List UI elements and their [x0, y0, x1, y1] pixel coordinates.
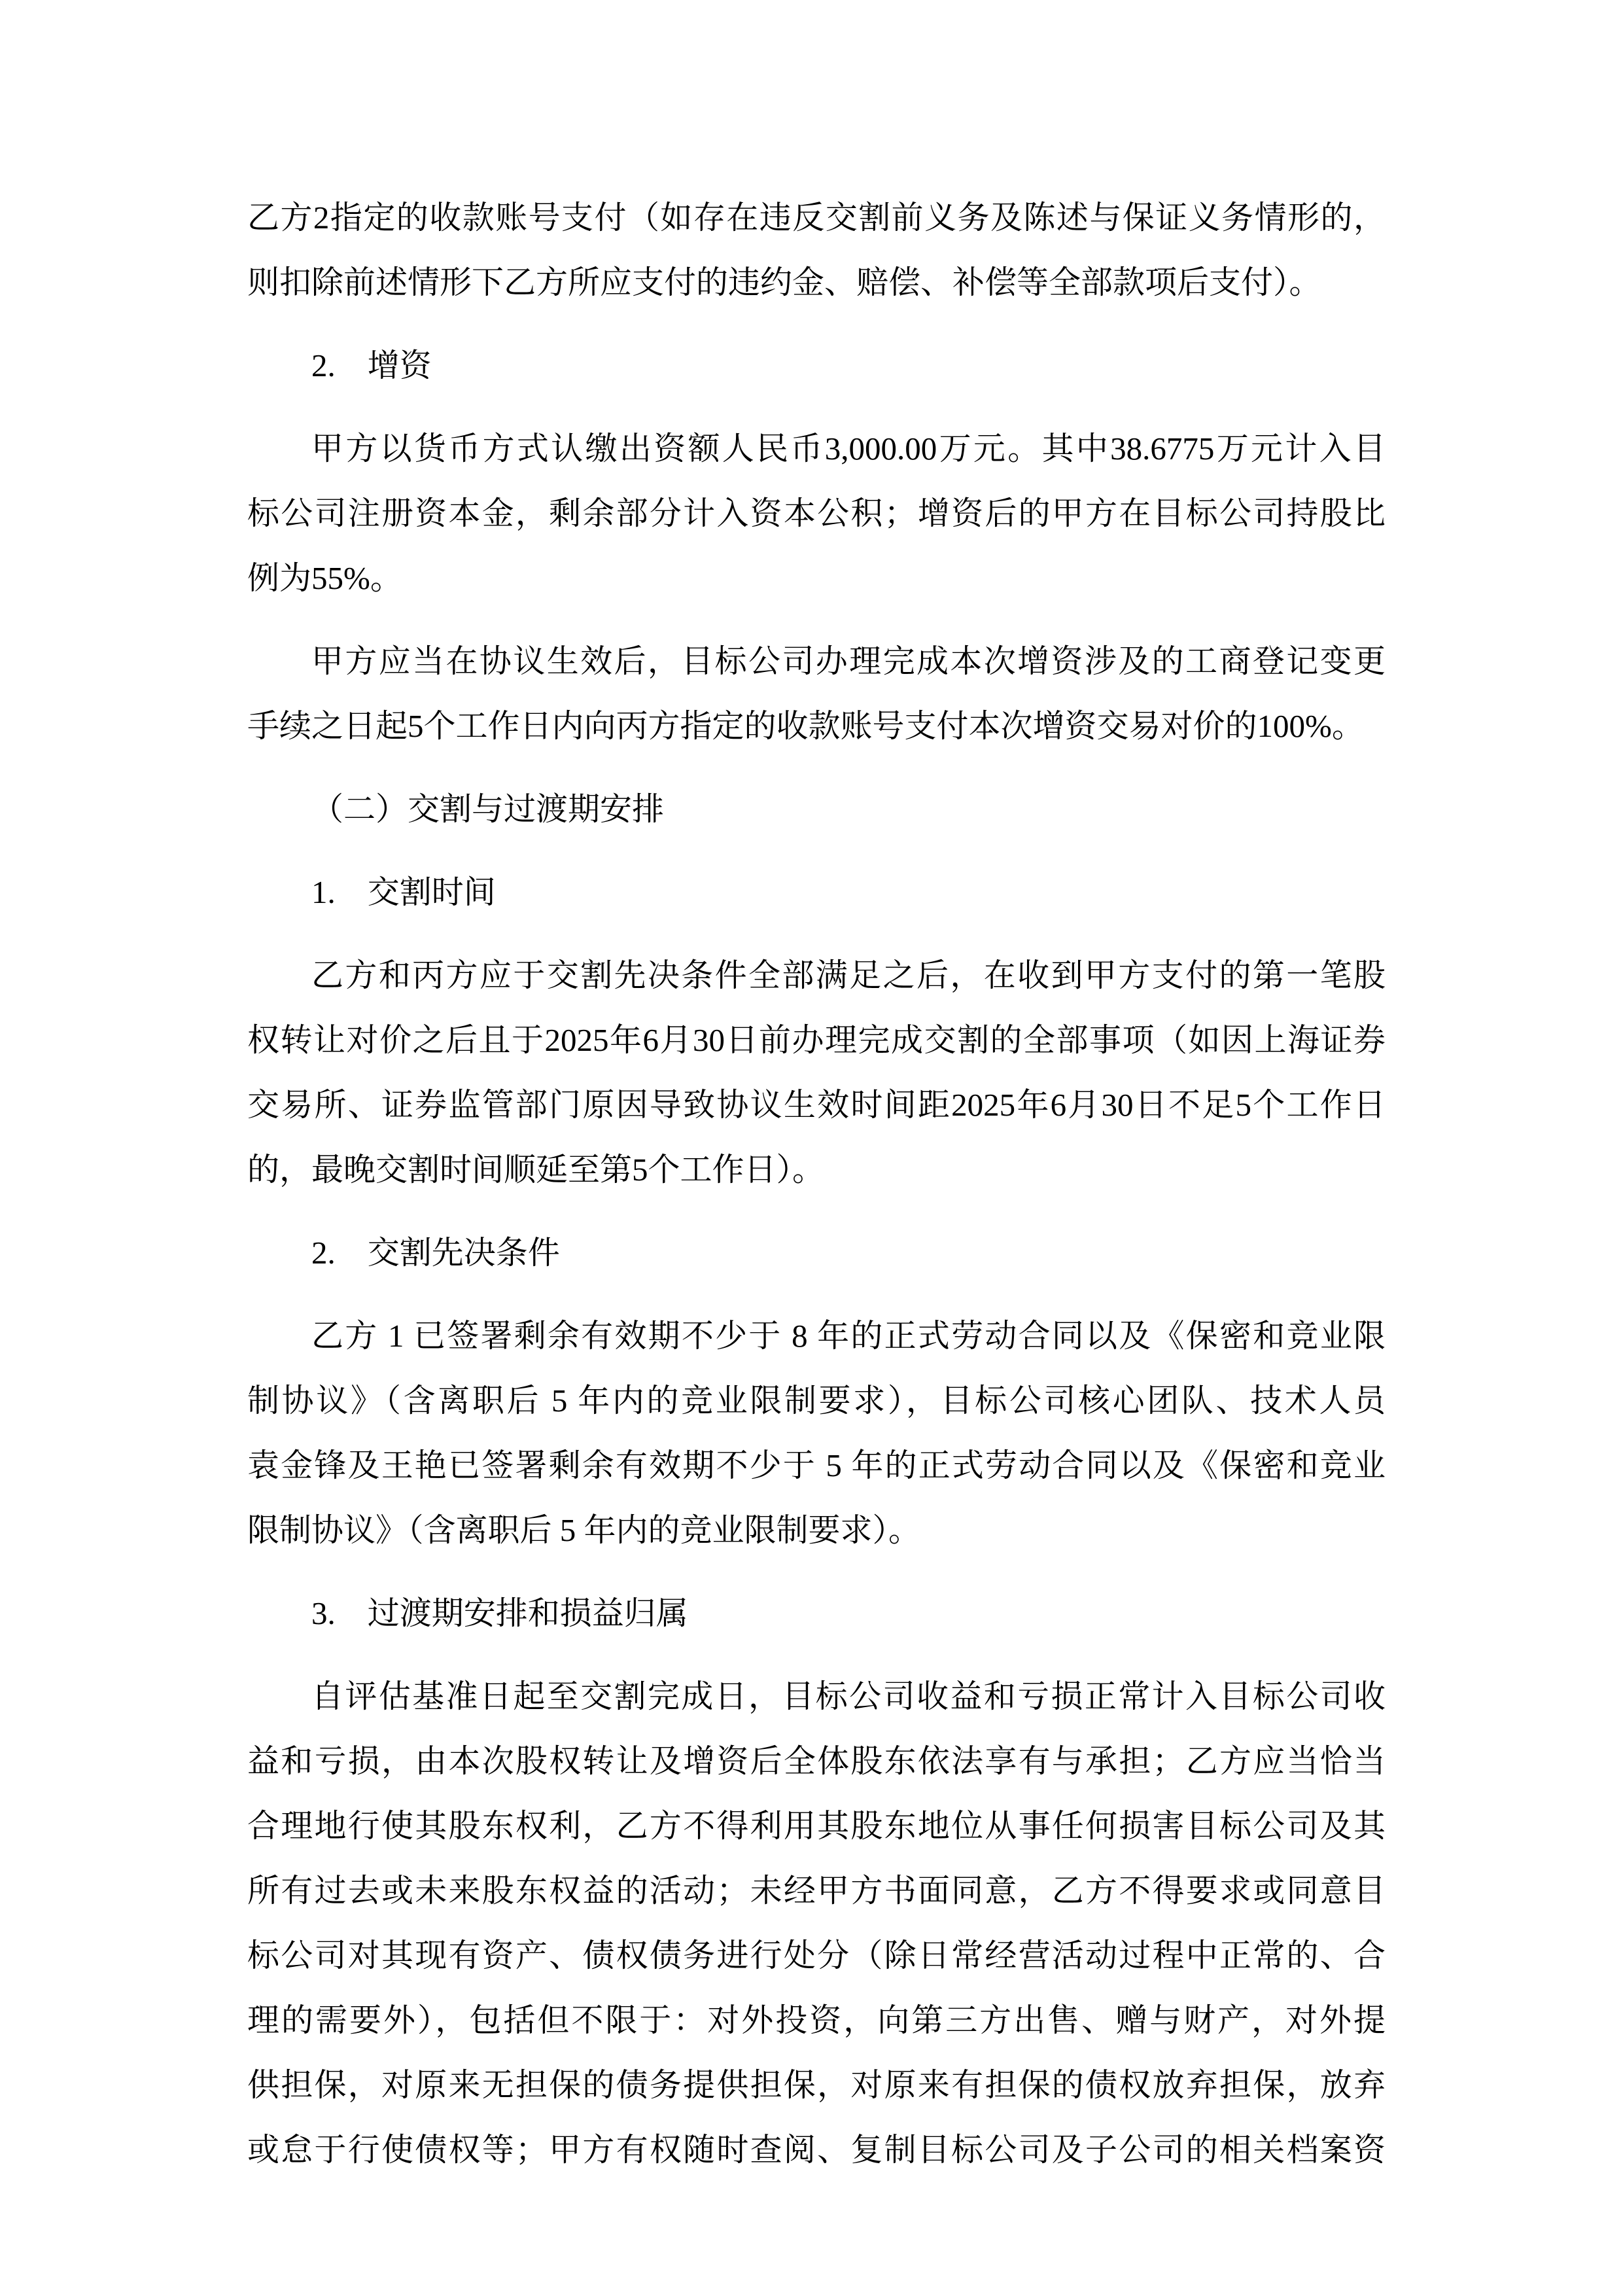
- text-line: 合理地行使其股东权利，乙方不得利用其股东地位从事任何损害目标公司及其: [247, 1808, 1386, 1844]
- text-line: 手续之日起5个工作日内向丙方指定的收款账号支付本次增资交易对价的100%。: [247, 708, 1364, 744]
- text-line: 或怠于行使债权等；甲方有权随时查阅、复制目标公司及子公司的相关档案资: [247, 2132, 1386, 2168]
- section-heading: [247, 333, 1386, 398]
- section-heading: [247, 860, 1386, 925]
- text-line: 标公司对其现有资产、债权债务进行处分（除日常经营活动过程中正常的、合: [247, 1937, 1386, 1973]
- text-line: 益和亏损，由本次股权转让及增资后全体股东依法享有与承担；乙方应当恰当: [247, 1743, 1386, 1779]
- text-line: 权转让对价之后且于2025年6月30日前办理完成交割的全部事项（如因上海证券: [247, 1022, 1386, 1058]
- text-line: 甲方应当在协议生效后，目标公司办理完成本次增资涉及的工商登记变更: [311, 643, 1386, 679]
- text-line: （二）交割与过渡期安排: [311, 791, 665, 827]
- text-line: 2. 增资: [311, 347, 432, 383]
- text-line: 2. 交割先决条件: [311, 1235, 560, 1271]
- text-line: 甲方以货币方式认缴出资额人民币3,000.00万元。其中38.6775万元计入目: [311, 431, 1386, 467]
- paragraph: [247, 185, 1386, 315]
- text-line: 所有过去或未来股东权益的活动；未经甲方书面同意，乙方不得要求或同意目: [247, 1873, 1386, 1909]
- section-heading: [247, 1581, 1386, 1646]
- paragraph: [247, 416, 1386, 610]
- text-line: 袁金锋及王艳已签署剩余有效期不少于 5 年的正式劳动合同以及《保密和竞业: [247, 1447, 1386, 1483]
- text-line: 例为55%。: [247, 560, 402, 596]
- text-line: 乙方 1 已签署剩余有效期不少于 8 年的正式劳动合同以及《保密和竞业限: [311, 1318, 1386, 1354]
- text-line: 1. 交割时间: [311, 874, 496, 910]
- text-line: 则扣除前述情形下乙方所应支付的违约金、赔偿、补偿等全部款项后支付）。: [247, 264, 1321, 300]
- text-line: 的，最晚交割时间顺延至第5个工作日）。: [247, 1152, 825, 1188]
- paragraph: [247, 943, 1386, 1202]
- document-body: [247, 185, 1386, 2200]
- text-line: 标公司注册资本金，剩余部分计入资本公积；增资后的甲方在目标公司持股比: [247, 495, 1386, 531]
- paragraph: [247, 1664, 1386, 2182]
- text-line: 理的需要外），包括但不限于：对外投资，向第三方出售、赠与财产，对外提: [247, 2002, 1386, 2038]
- paragraph: [247, 1303, 1386, 1563]
- text-line: 3. 过渡期安排和损益归属: [311, 1595, 688, 1631]
- text-line: 交易所、证券监管部门原因导致协议生效时间距2025年6月30日不足5个工作日: [247, 1087, 1386, 1123]
- paragraph: [247, 629, 1386, 758]
- text-line: 自评估基准日起至交割完成日，目标公司收益和亏损正常计入目标公司收: [311, 1678, 1386, 1714]
- section-heading: [247, 777, 1386, 841]
- section-heading: [247, 1220, 1386, 1285]
- text-line: 乙方和丙方应于交割先决条件全部满足之后，在收到甲方支付的第一笔股: [311, 957, 1386, 993]
- text-line: 限制协议》（含离职后 5 年内的竞业限制要求）。: [247, 1512, 921, 1548]
- text-line: 供担保，对原来无担保的债务提供担保，对原来有担保的债权放弃担保，放弃: [247, 2067, 1386, 2103]
- text-line: 乙方2指定的收款账号支付（如存在违反交割前义务及陈述与保证义务情形的，: [247, 200, 1386, 236]
- text-line: 制协议》（含离职后 5 年内的竞业限制要求），目标公司核心团队、技术人员: [247, 1383, 1386, 1419]
